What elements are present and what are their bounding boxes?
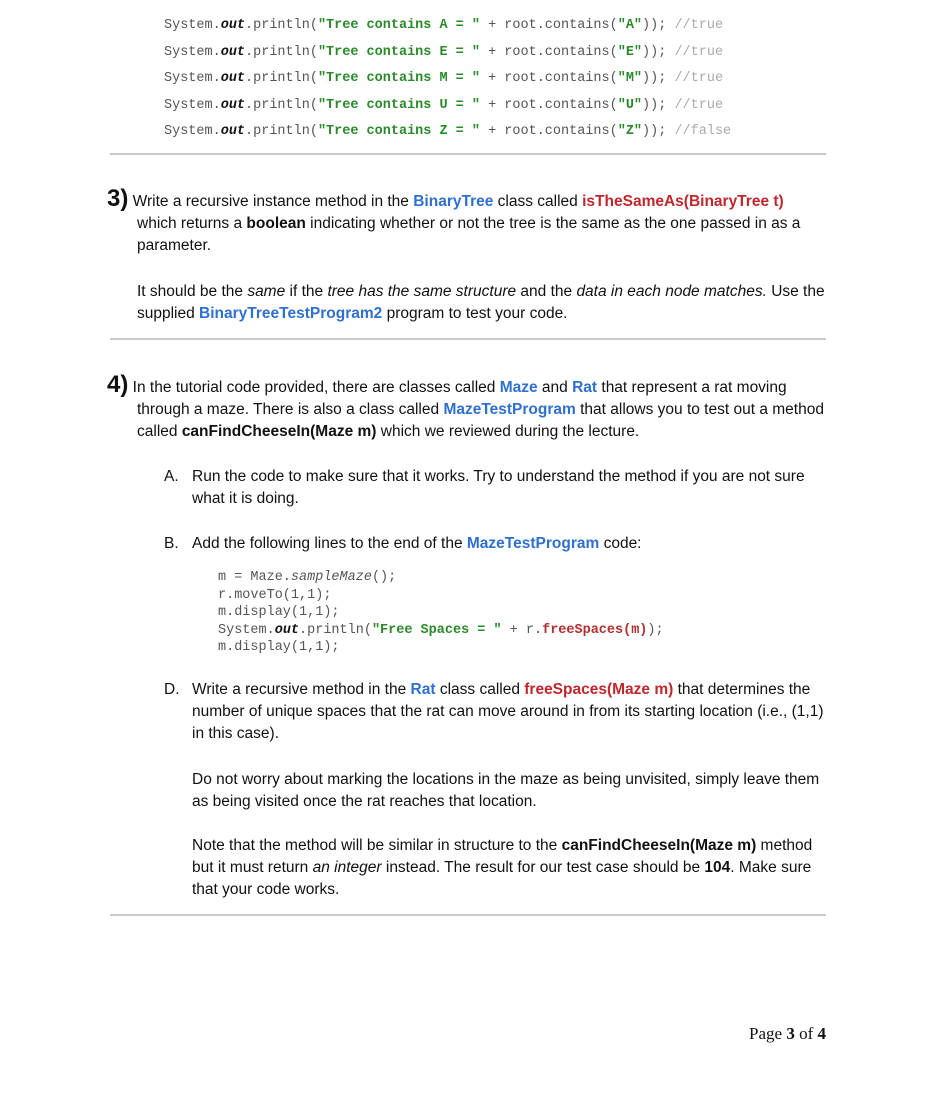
list-item-note: Do not worry about marking the locations in the maze as being unvisited, simply leave them as being visited once the rat reaches that location. <box>192 771 820 810</box>
code-line: System.out.println("Tree contains Z = " + root.contains("Z")); //false <box>164 124 732 139</box>
code-line: r.moveTo(1,1); <box>218 587 332 603</box>
code-line: System.out.println("Tree contains U = " + root.contains("U")); //true <box>164 97 724 113</box>
page-number: Page 3 of 4 <box>749 1024 826 1043</box>
question-3-text: 3) Write a recursive instance method in the BinaryTree class called isTheSameAs(BinaryTree t) which returns a boolean indicating whether or not the tree is the same as the one passed in as a parameter. <box>107 185 801 254</box>
list-item-note: Note that the method will be similar in structure to the canFindCheeseIn(Maze m) method but it must return an integer instead. The result for our test case should be 104. Make sure that your code works. <box>192 837 813 898</box>
code-line: System.out.println("Free Spaces = " + r.freeSpaces(m)); <box>218 622 664 638</box>
code-line: m.display(1,1); <box>218 605 340 620</box>
code-snippet-contains <box>164 16 731 149</box>
list-letter: B. <box>164 535 179 552</box>
code-snippet-maze <box>218 570 664 658</box>
list-item-text: Add the following lines to the end of the MazeTestProgram code: <box>192 535 642 552</box>
question-3 <box>107 185 827 325</box>
list-item-text: Write a recursive method in the Rat class called freeSpaces(Maze m) that determines the number of unique spaces that the rat can move around in from its starting location (i.e., (1,1) in this case). <box>192 681 824 742</box>
list-item-text: Run the code to make sure that it works. Try to understand the method if you are not sure what it is doing. <box>192 468 805 507</box>
divider <box>110 914 826 916</box>
question-number: 4) <box>107 371 129 398</box>
list-letter: A. <box>164 468 179 485</box>
list-letter: D. <box>164 681 180 698</box>
list-item-a <box>164 466 824 510</box>
question-4-text: 4) In the tutorial code provided, there are classes called Maze and Rat that represent a rat moving through a maze. There is also a class called MazeTestProgram that allows you to test out a method called canFindCheeseIn(Maze m) which we reviewed during the lecture. <box>107 371 824 440</box>
divider <box>110 338 826 340</box>
question-4 <box>107 371 827 443</box>
list-item-d <box>164 679 824 901</box>
question-3-detail: It should be the same if the tree has the same structure and the data in each node matches. Use the supplied BinaryTreeTestProgram2 program to test your code. <box>137 283 825 322</box>
code-line: m = Maze.sampleMaze(); <box>218 570 397 585</box>
code-line: System.out.println("Tree contains M = " + root.contains("M")); //true <box>164 71 724 86</box>
question-number: 3) <box>107 185 129 212</box>
code-line: System.out.println("Tree contains A = " + root.contains("A")); //true <box>164 18 724 33</box>
code-line: System.out.println("Tree contains E = " + root.contains("E")); //true <box>164 44 724 60</box>
code-line: m.display(1,1); <box>218 640 340 655</box>
list-item-b <box>164 533 824 555</box>
divider <box>110 153 826 155</box>
